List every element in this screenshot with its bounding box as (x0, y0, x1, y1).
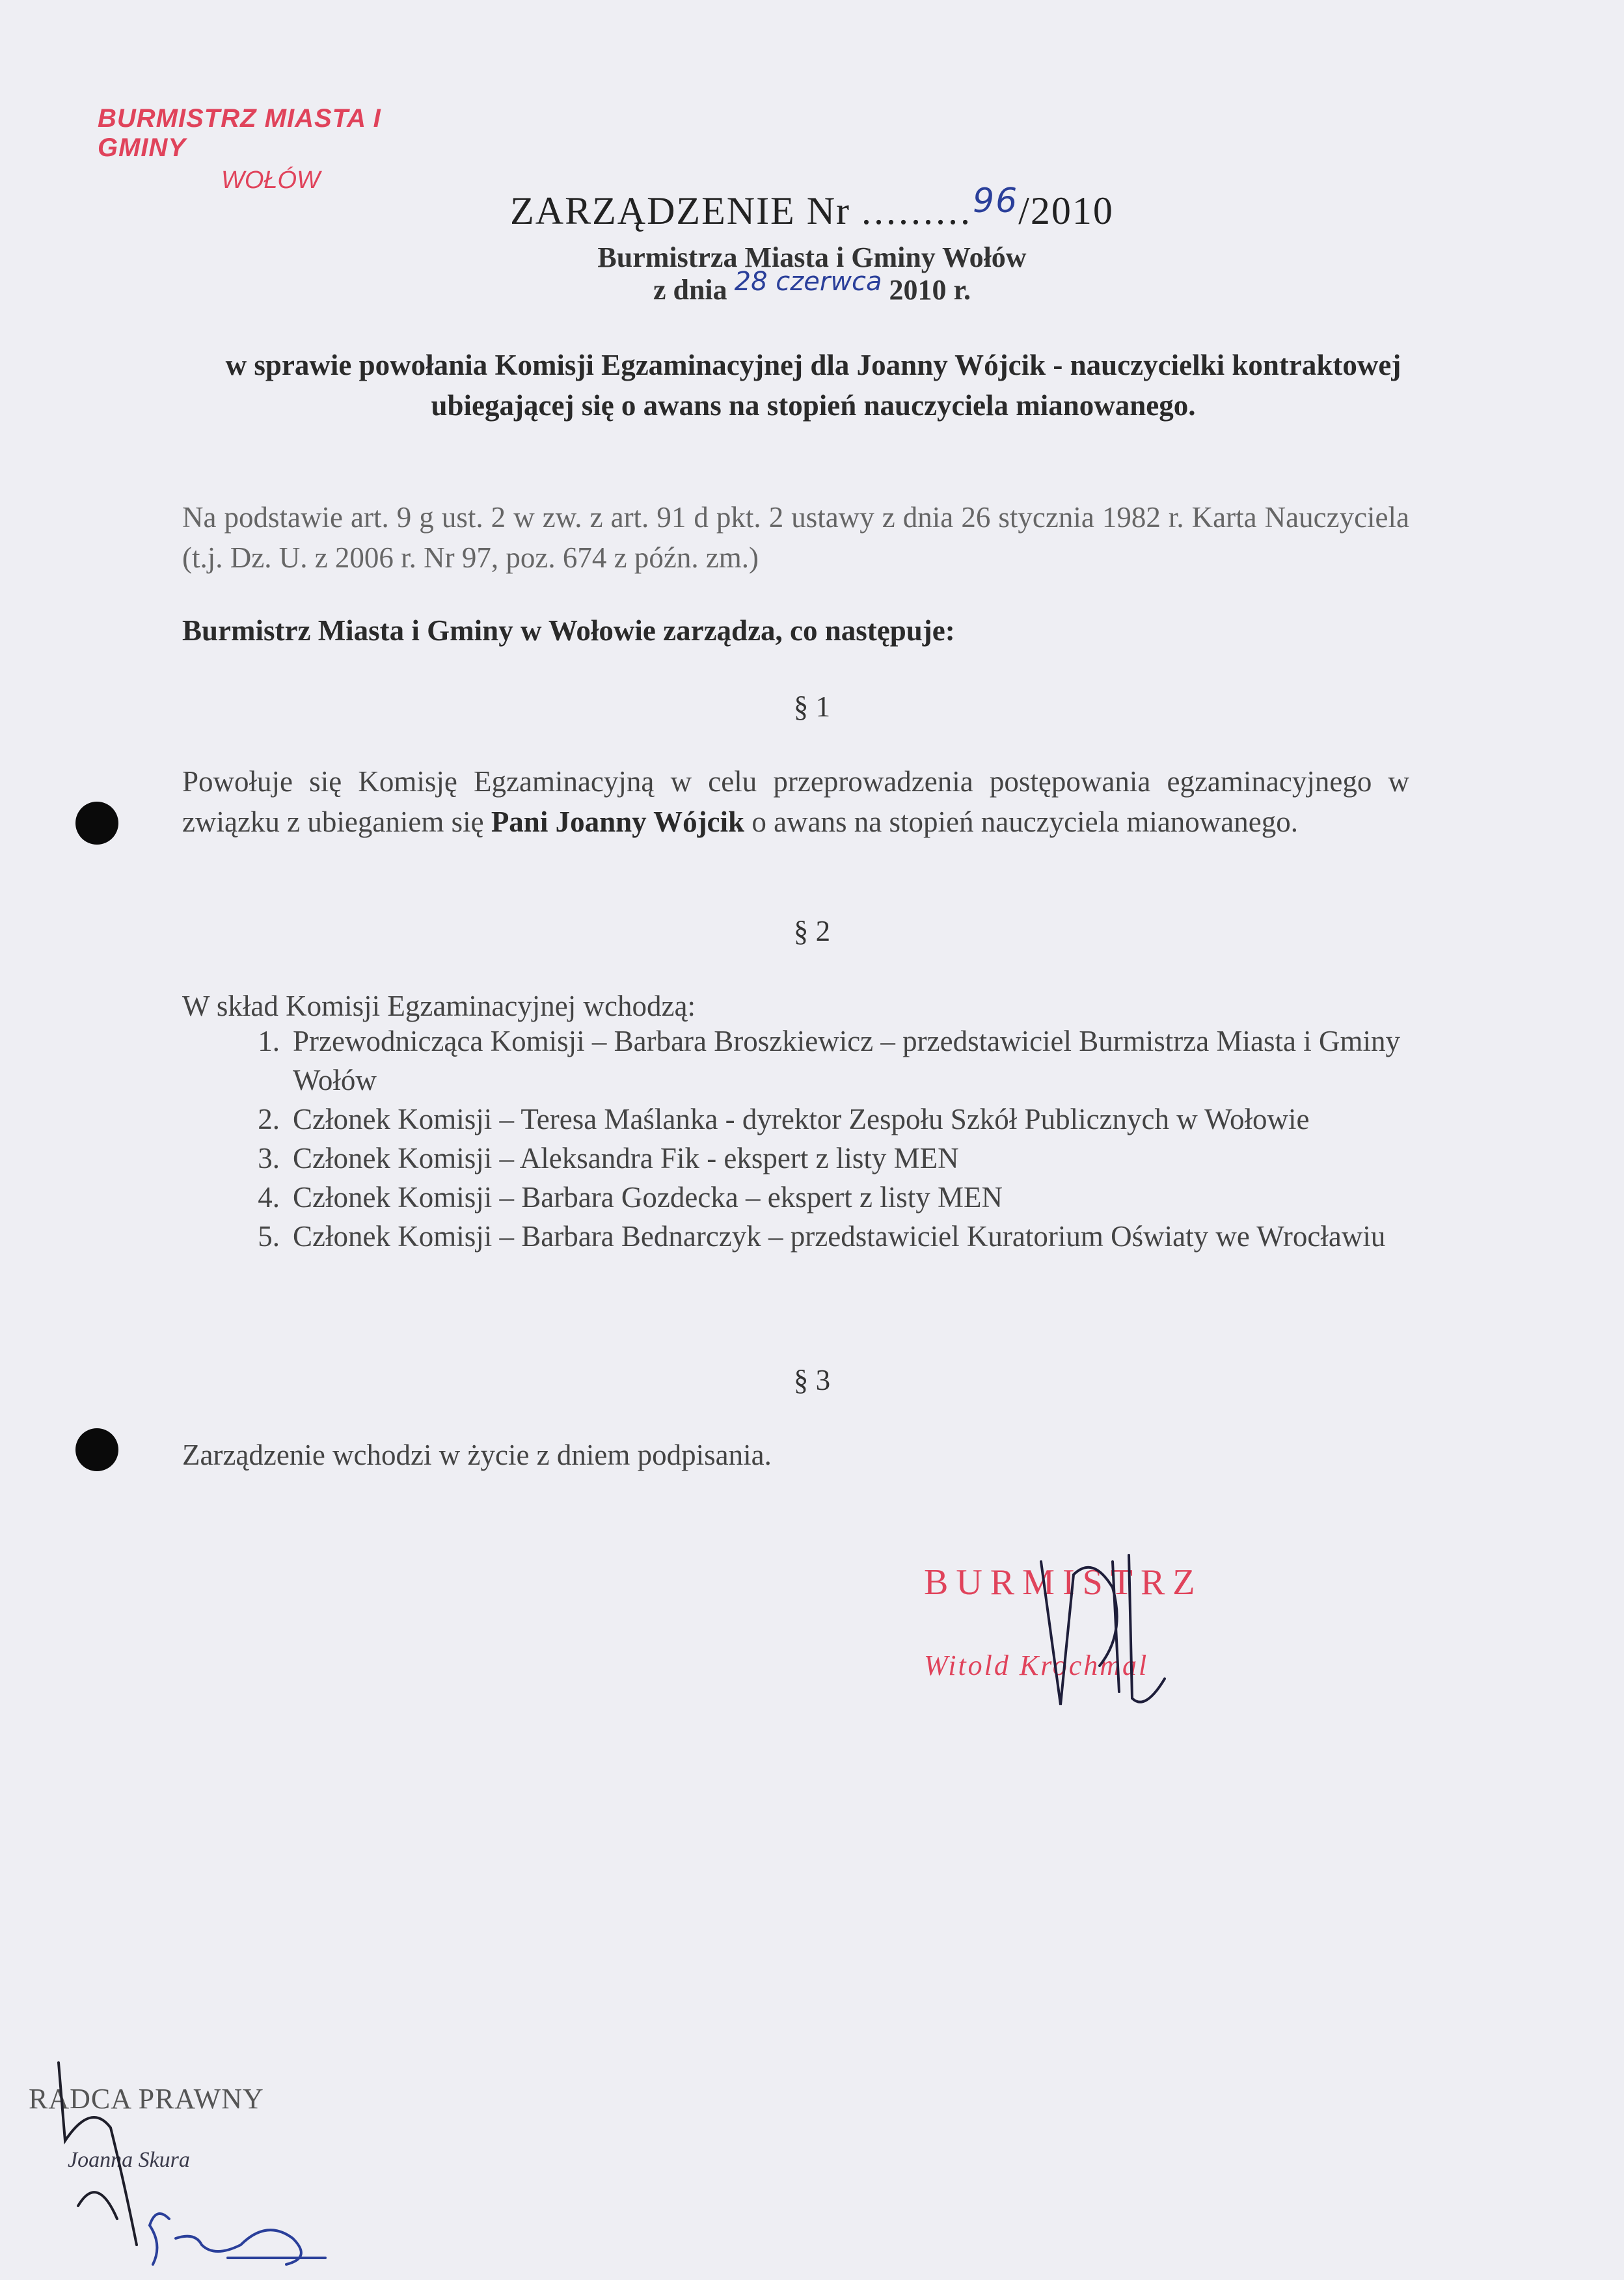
member-text: Członek Komisji – Barbara Bednarczyk – przedstawiciel Kuratorium Oświaty we Wrocławiu (293, 1220, 1386, 1253)
section-2-heading: § 2 (793, 915, 831, 947)
section-1-text-after: o awans na stopień nauczyciela mianowanego. (744, 806, 1298, 838)
committee-members-list (182, 1022, 1418, 1256)
member-text: Członek Komisji – Teresa Maślanka - dyrektor Zespołu Szkół Publicznych w Wołowie (293, 1103, 1310, 1135)
date-prefix: z dnia (653, 274, 735, 306)
title-prefix: ZARZĄDZENIE Nr (510, 189, 862, 232)
stamp-title: RADCA PRAWNY (29, 2083, 264, 2115)
section-1-text (182, 761, 1409, 842)
mayor-office-stamp (98, 104, 462, 195)
punch-hole (75, 802, 118, 845)
section-1-heading: § 1 (793, 690, 831, 723)
list-number: 4. (258, 1181, 280, 1214)
legal-counsel-signature (39, 2050, 338, 2280)
section-3-text: Zarządzenie wchodzi w życie z dniem podpisania. (182, 1439, 772, 1471)
legal-basis: Na podstawie art. 9 g ust. 2 w zw. z art. 91 d pkt. 2 ustawy z dnia 26 stycznia 1982 r. Karta Nauczyciela (t.j. Dz. U. z 2006 r. Nr 97, poz. 674 z późn. zm.) (182, 501, 1409, 574)
list-number: 3. (258, 1142, 280, 1174)
list-item (182, 1022, 1418, 1100)
section-1-name: Pani Joanny Wójcik (491, 806, 745, 838)
date-line (0, 267, 1624, 306)
stamp-name: Joanna Skura (68, 2148, 190, 2172)
punch-hole (75, 1428, 118, 1471)
decree-line: Burmistrz Miasta i Gminy w Wołowie zarządza, co następuje: (182, 614, 955, 647)
stamp-name: Witold Krochmal (924, 1649, 1149, 1681)
list-item (182, 1100, 1418, 1139)
section-3-heading: § 3 (793, 1364, 831, 1396)
document-subject: w sprawie powołania Komisji Egzaminacyjnej dla Joanny Wójcik - nauczycielki kontraktowej ubiegającej się o awans na stopień nauczyciela mianowanego. (225, 349, 1401, 422)
stamp-title: BURMISTRZ (924, 1562, 1203, 1603)
list-number: 5. (258, 1220, 280, 1253)
mayor-handwritten-signature (1015, 1536, 1184, 1731)
issuer-line: Burmistrza Miasta i Gminy Wołów (597, 241, 1027, 273)
date-suffix: 2010 r. (882, 274, 971, 306)
list-item (182, 1178, 1418, 1217)
stamp-line-1: BURMISTRZ MIASTA I GMINY (98, 104, 381, 162)
document-title (0, 182, 1624, 234)
title-suffix: /2010 (1018, 189, 1114, 232)
list-number: 1. (258, 1025, 280, 1057)
stamp-line-2: WOŁÓW (221, 167, 320, 194)
member-text: Przewodnicząca Komisji – Barbara Broszkiewicz – przedstawiciel Burmistrza Miasta i Gminy Wołów (293, 1025, 1400, 1096)
section-1-text-before: Powołuje się Komisję Egzaminacyjną w celu przeprowadzenia postępowania egzaminacyjnego w związku z ubieganiem się (182, 765, 1409, 838)
handwritten-number: 96 (973, 182, 1019, 221)
section-2-intro: W skład Komisji Egzaminacyjnej wchodzą: (182, 990, 696, 1022)
handwritten-date: 28 czerwca (734, 267, 882, 297)
list-item (182, 1139, 1418, 1178)
list-item (182, 1217, 1418, 1256)
list-number: 2. (258, 1103, 280, 1135)
dotted-filler: ......... (861, 189, 973, 232)
member-text: Członek Komisji – Barbara Gozdecka – ekspert z listy MEN (293, 1181, 1003, 1214)
member-text: Członek Komisji – Aleksandra Fik - ekspert z listy MEN (293, 1142, 959, 1174)
